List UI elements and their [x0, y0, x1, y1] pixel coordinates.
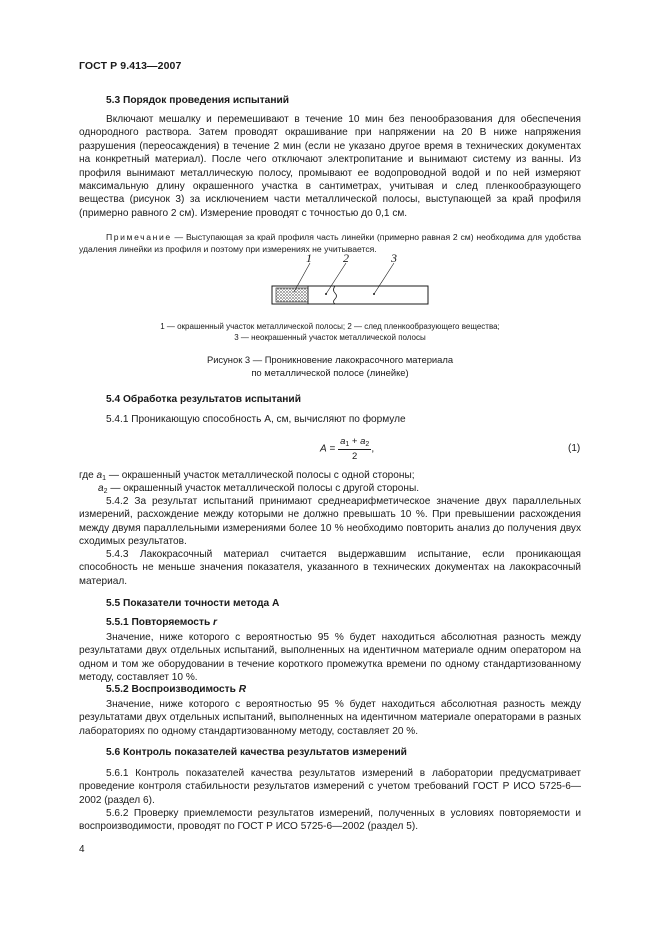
figure-caption-line-2: по металлической полосе (линейке): [251, 367, 409, 378]
section-5-4-title: 5.4 Обработка результатов испытаний: [106, 394, 301, 405]
page-number: 4: [79, 844, 85, 855]
formula-1: A = $\frac{a_1 + a_2}{2}$ ,: [320, 436, 375, 462]
where-a1-line: где $a_1$ — окрашенный участок металлической полосы с одной стороны;: [79, 470, 415, 482]
section-5-6-2-paragraph: 5.6.2 Проверку приемлемости результатов измерений, полученных в условиях повторяемости и воспроизводимости, проводят по ГОСТ Р ИСО 5725-6—2002 (раздел 5).: [79, 808, 581, 833]
section-5-5-2-paragraph: Значение, ниже которого с вероятностью 95 % будет находиться абсолютная разность между результатами двух отдельных испытаний, выполненных на идентичном материале операторами в разных лабораториях по одному стандартизованному методу, составляет 20 %.: [79, 699, 581, 737]
section-5-4-1-paragraph: 5.4.1 Проникающую способность А, см, вычисляют по формуле: [106, 414, 406, 425]
callout-2: 2: [343, 252, 349, 265]
painted-section: [276, 288, 308, 302]
note-label: Примечание: [106, 232, 172, 242]
figure-caption-line-1: Рисунок 3 — Проникновение лакокрасочного материала: [206, 354, 454, 365]
formula-denominator: 2: [352, 451, 358, 462]
section-5-4-3-paragraph: 5.4.3 Лакокрасочный материал считается выдержавшим испытание, если проникающая способность не меньше значения показателя, указанного в технических документах на лакокрасочный материал.: [79, 549, 581, 587]
formula-fraction: [338, 436, 371, 462]
formula-lhs: A: [320, 443, 327, 455]
section-5-6-1-paragraph: 5.6.1 Контроль показателей качества результатов измерений в лаборатории предусматривает проведение контроля стабильности результатов измерений с учетом требований ГОСТ Р ИСО 5725-6—2002 (раздел 6).: [79, 768, 581, 806]
section-5-5-1-paragraph: Значение, ниже которого с вероятностью 95 % будет находиться абсолютная разность между результатами двух отдельных испытаний, выполненных на идентичном материале одним оператором на одном и том же оборудовании в течение короткого промежутка времени по одному стандартизованному методу, составляет 10 %.: [79, 632, 581, 684]
callout-1: 1: [306, 252, 312, 265]
formula-number: (1): [568, 443, 581, 454]
subsection-5-5-2-title: 5.5.2 Воспроизводимость R: [106, 684, 247, 695]
subsection-5-5-1-title: 5.5.1 Повторяемость r: [106, 617, 218, 628]
figure-3-drawing: [262, 252, 442, 314]
section-5-3-title: 5.3 Порядок проведения испытаний: [106, 95, 290, 106]
section-5-3-paragraph: Включают мешалку и перемешивают в течение 10 мин без пенообразования для обеспечения однородного раствора. Затем проводят окрашивание при напряжении на 20 В ниже напряжения разрушения (переосаждения) в течение 2 мин (если не указано другое время в технических документах на конкретный материал). После чего отключают электропитание и вынимают систему из ванны. Из профиля вынимают металлическую полосу, промывают ее водопроводной водой и по ней измеряют максимальную длину окрашенного участка в сантиметрах, учитывая и след пленкообразующего вещества (рисунок 3) за исключением части металлической полосы, выступающей за край профиля (примерно равного 2 см). Измерение проводят с точностью до 0,1 см.: [79, 114, 581, 219]
section-5-4-2-paragraph: 5.4.2 За результат испытаний принимают среднеарифметическое значение двух параллельных измерений, расхождение между которыми не должно превышать 10 %. При превышении расхождения между двумя параллельными измерениями более 10 % необходимо повторить анализ до получения двух сходимых результатов.: [79, 496, 581, 548]
formula-numerator: $a_1 + a_2$: [340, 436, 370, 448]
callout-3: 3: [391, 252, 397, 265]
where-a2-line: $a_2$ — окрашенный участок металлической полосы с другой стороны.: [98, 483, 420, 495]
note-text: — Выступающая за край профиля часть линейки (примерно равная 2 см) необходима для удобства удаления линейки из профиля и поэтому при измерениях не учитывается.: [79, 232, 581, 254]
section-5-6-title: 5.6 Контроль показателей качества результатов измерений: [106, 747, 407, 758]
figure-legend-line-1: 1 — окрашенный участок металлической полосы; 2 — след пленкообразующего вещества;: [160, 322, 500, 331]
figure-legend-line-2: 3 — неокрашенный участок металлической полосы: [234, 333, 426, 342]
section-5-5-title: 5.5 Показатели точности метода А: [106, 598, 280, 609]
standard-header: ГОСТ Р 9.413—2007: [79, 60, 182, 72]
